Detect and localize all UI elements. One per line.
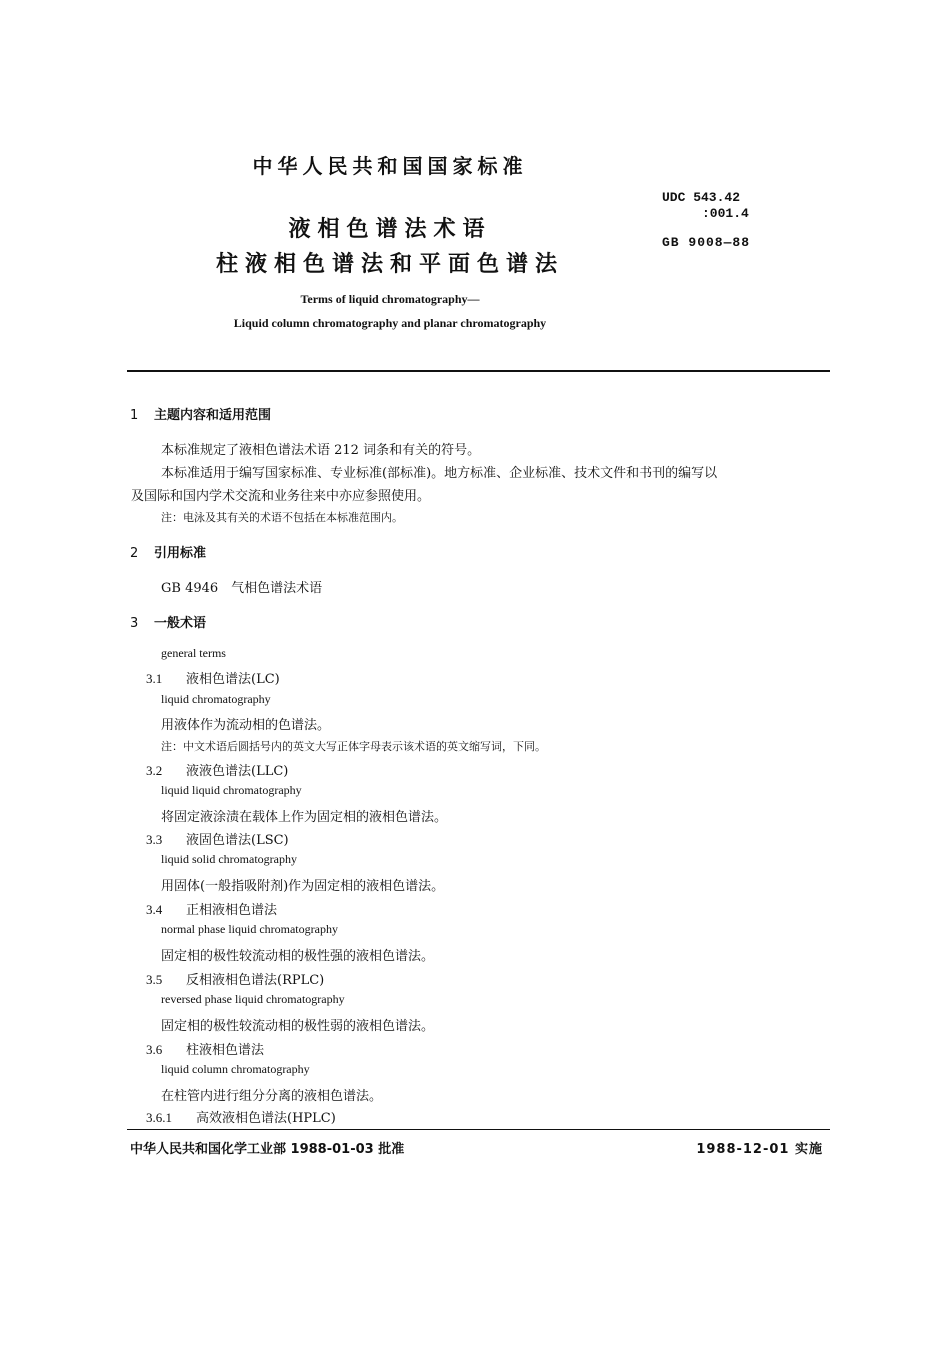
term-number: 3.6.1 — [146, 1110, 172, 1125]
term-cn: 液固色谱法(LSC) — [186, 833, 289, 848]
section-2-heading — [130, 542, 206, 561]
paragraph: 本标准规定了液相色谱法术语 212 词条和有关的符号。 — [161, 443, 481, 458]
term-definition: 在柱管内进行组分分离的液相色谱法。 — [161, 1089, 383, 1104]
gb-code: GB 9008—88 — [662, 235, 751, 250]
term-3-5 — [146, 969, 324, 988]
term-en: liquid solid chromatography — [161, 852, 297, 866]
term-en: liquid chromatography — [161, 692, 271, 706]
section-number: 2 — [130, 546, 139, 561]
standard-type: 中华人民共和国国家标准 — [252, 154, 528, 178]
reference-standard: GB 4946 气相色谱法术语 — [161, 581, 323, 596]
term-number: 3.1 — [146, 671, 163, 686]
footer-divider — [127, 1129, 830, 1130]
term-number: 3.3 — [146, 832, 163, 847]
udc-code: UDC 543.42 — [662, 190, 741, 205]
section-3-heading — [130, 612, 206, 631]
term-cn: 液液色谱法(LLC) — [186, 764, 289, 779]
term-definition: 将固定液涂渍在载体上作为固定相的液相色谱法。 — [161, 810, 448, 825]
title-en-line2: Liquid column chromatography and planar chromatography — [233, 316, 547, 330]
term-3-3 — [146, 829, 289, 848]
paragraph: 及国际和国内学术交流和业务往来中亦应参照使用。 — [131, 489, 431, 504]
term-definition: 用液体作为流动相的色谱法。 — [161, 718, 331, 733]
term-en: liquid column chromatography — [161, 1062, 310, 1076]
section-en-title: general terms — [161, 646, 226, 660]
term-cn: 反相液相色谱法(RPLC) — [186, 973, 325, 988]
term-3-1 — [146, 668, 280, 687]
implementation-date: 1988-12-01 实施 — [696, 1142, 823, 1157]
section-1-heading — [130, 404, 271, 423]
term-number: 3.5 — [146, 972, 163, 987]
note: 注：中文术语后圆括号内的英文大写正体字母表示该术语的英文缩写词，下同。 — [161, 740, 546, 753]
section-title: 引用标准 — [154, 546, 207, 561]
term-en: liquid liquid chromatography — [161, 783, 302, 797]
title-cn-line1: 液相色谱法术语 — [288, 217, 492, 242]
term-3-4 — [146, 899, 277, 918]
section-title: 主题内容和适用范围 — [154, 408, 272, 423]
term-3-6-1 — [146, 1107, 336, 1126]
term-3-6 — [146, 1039, 264, 1058]
term-en: reversed phase liquid chromatography — [161, 992, 345, 1006]
approval-line: 中华人民共和国化学工业部 1988-01-03 批准 — [130, 1142, 405, 1157]
term-number: 3.6 — [146, 1042, 163, 1057]
term-number: 3.4 — [146, 902, 163, 917]
paragraph: 本标准适用于编写国家标准、专业标准(部标准)。地方标准、企业标准、技术文件和书刊的编写以 — [161, 466, 718, 481]
term-cn: 柱液相色谱法 — [186, 1043, 265, 1058]
term-number: 3.2 — [146, 763, 163, 778]
section-number: 1 — [130, 408, 139, 423]
note: 注：电泳及其有关的术语不包括在本标准范围内。 — [161, 511, 403, 524]
header-divider — [127, 370, 830, 372]
term-definition: 固定相的极性较流动相的极性强的液相色谱法。 — [161, 949, 435, 964]
term-definition: 用固体(一般指吸附剂)作为固定相的液相色谱法。 — [161, 879, 445, 894]
term-3-2 — [146, 760, 288, 779]
term-cn: 液相色谱法(LC) — [186, 672, 280, 687]
term-cn: 正相液相色谱法 — [186, 903, 278, 918]
term-en: normal phase liquid chromatography — [161, 922, 338, 936]
section-title: 一般术语 — [154, 616, 207, 631]
udc-code-suffix: :001.4 — [702, 206, 749, 221]
section-number: 3 — [130, 616, 139, 631]
term-cn: 高效液相色谱法(HPLC) — [196, 1111, 336, 1126]
title-cn-line2: 柱液相色谱法和平面色谱法 — [215, 252, 564, 277]
title-en-line1: Terms of liquid chromatography— — [300, 292, 480, 306]
term-definition: 固定相的极性较流动相的极性弱的液相色谱法。 — [161, 1019, 435, 1034]
